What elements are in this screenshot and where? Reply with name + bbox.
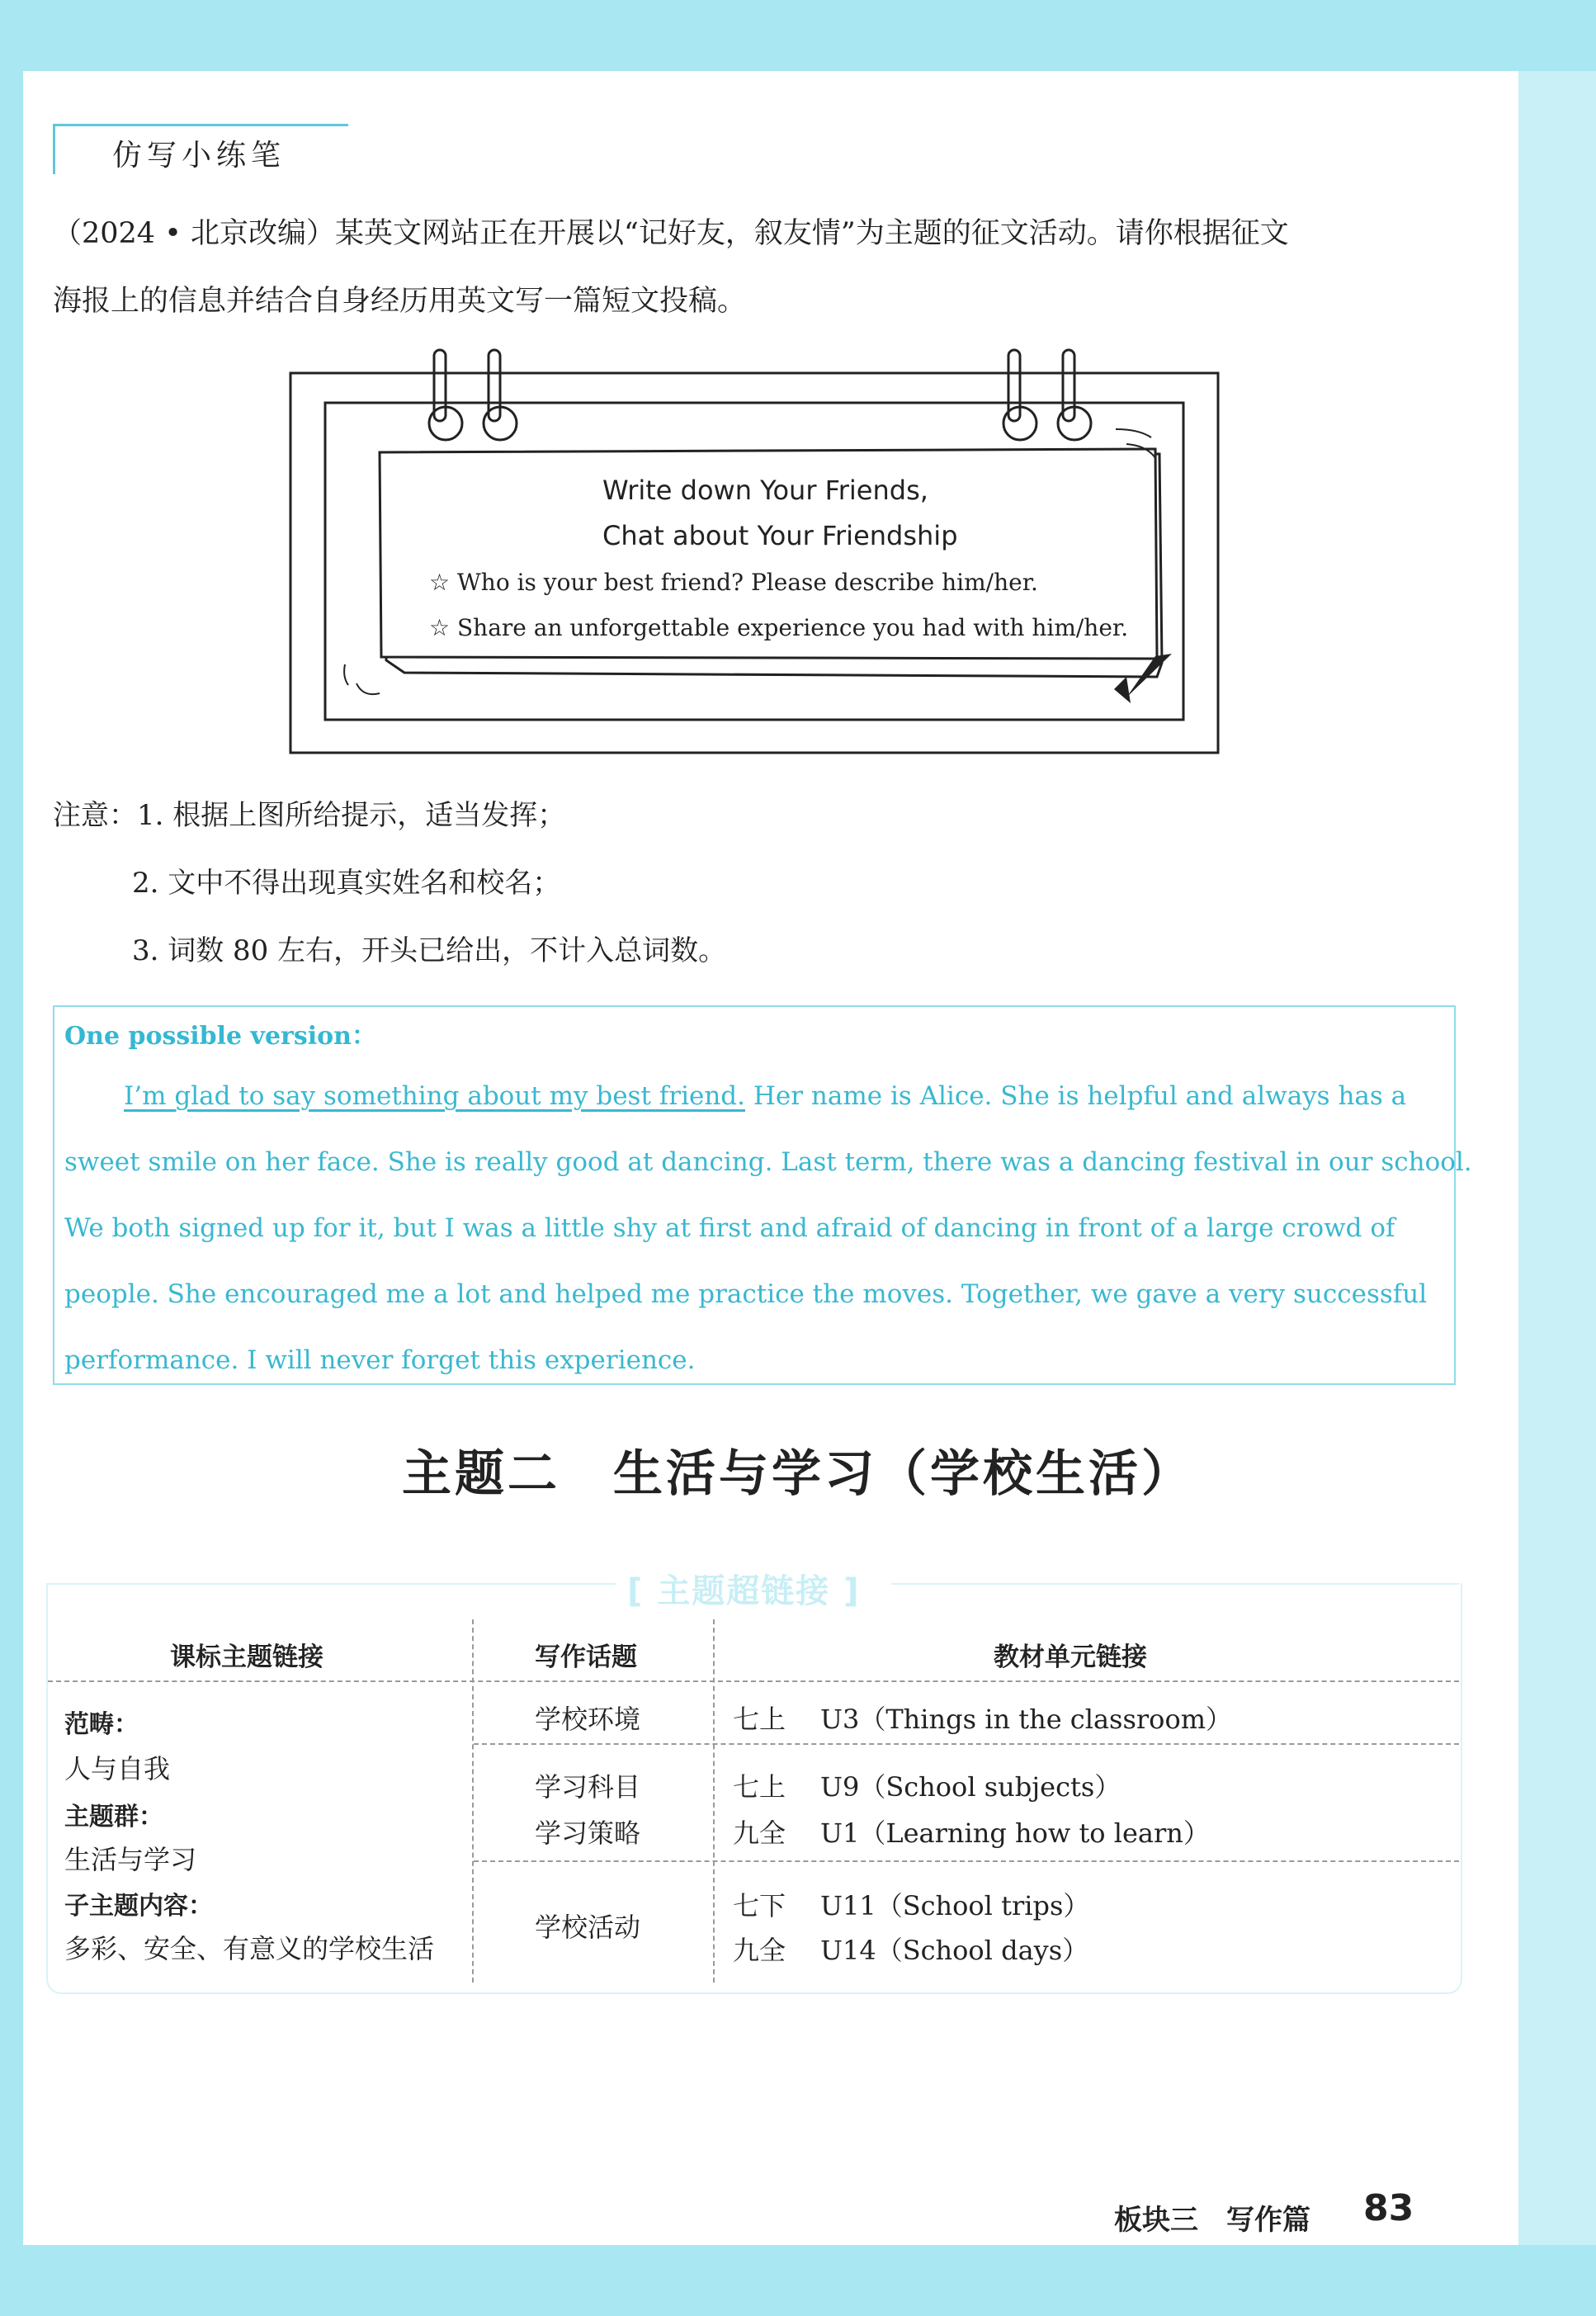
unit-grade: 九全 [733,1817,786,1849]
unit-title: U14（School days） [820,1935,1089,1966]
section-title-box [53,124,350,172]
prompt-line-2: 海报上的信息并结合自身经历用英文写一篇短文投稿。 [53,285,747,318]
poster-bullet-1: ☆ Who is your best friend? Please describe him/her. [429,569,1038,596]
section-bracket [53,124,62,174]
topic-school-activities: 学校活动 [535,1912,641,1943]
note-2: 2. 文中不得出现真实姓名和校名； [132,867,561,900]
header-curriculum: 课标主题链接 [170,1642,323,1672]
row-divider-1 [474,1743,1459,1745]
page-number: 83 [1363,2187,1414,2229]
topic-subjects: 学习科目 [535,1771,641,1803]
left-border [0,0,23,2316]
answer-line-1 [124,1081,1444,1111]
note-3: 3. 词数 80 左右，开头已给出，不计入总词数。 [132,934,727,967]
answer-label: One possible version： [64,1022,376,1051]
poster [289,347,1221,759]
answer-line-4: people. She encouraged me a lot and helped me practice the moves. Together, we gave a very successful [64,1279,1428,1309]
poster-bullet-2: ☆ Share an unforgettable experience you had with him/her. [429,614,1129,641]
theme-group-label: 主题群： [64,1803,163,1832]
unit-title: U1（Learning how to learn） [820,1817,1210,1849]
unit-title: U3（Things in the classroom） [820,1704,1233,1735]
subtheme-value: 多彩、安全、有意义的学校生活 [64,1933,435,1964]
unit-grade: 七上 [733,1704,786,1735]
unit-title: U9（School subjects） [820,1771,1121,1803]
answer-opening: I’m glad to say something about my best friend. [124,1081,745,1111]
answer-line-5: performance. I will never forget this experience. [64,1345,696,1375]
note-1: 注意：1. 根据上图所给提示，适当发挥； [53,799,566,832]
bottom-border [0,2245,1596,2316]
col-divider-1 [472,1619,474,1983]
unit-title: U11（School trips） [820,1890,1090,1921]
topic-school-environment: 学校环境 [535,1704,641,1735]
theme-group-value: 生活与学习 [64,1844,197,1875]
answer-line-1-rest: Her name is Alice. She is helpful and always has a [745,1081,1407,1111]
unit-grade: 七上 [733,1771,786,1803]
unit-grade: 九全 [733,1935,786,1966]
link-box-title: [ 主题超链接 ] [627,1572,861,1610]
footer-section-label: 板块三 写作篇 [1114,2204,1310,2237]
section-title: 仿写小练笔 [112,139,286,173]
answer-line-3: We both signed up for it, but I was a little shy at first and afraid of dancing in front of a large crowd of [64,1213,1395,1243]
poster-title-line-1: Write down Your Friends, [602,475,928,506]
row-divider-2 [474,1860,1459,1862]
answer-line-2: sweet smile on her face. She is really good at dancing. Last term, there was a dancing festival in our school. [64,1147,1472,1177]
right-border [1518,71,1596,2245]
poster-title-line-2: Chat about Your Friendship [602,520,958,551]
category-value: 人与自我 [64,1753,171,1784]
topic-strategies: 学习策略 [535,1817,641,1849]
sample-answer-box [53,1005,1472,1385]
unit-grade: 七下 [733,1890,786,1921]
theme-heading: 主题二 生活与学习（学校生活） [402,1445,1194,1503]
header-topic: 写作话题 [535,1642,637,1672]
header-divider [48,1680,1459,1682]
col-divider-2 [713,1619,715,1983]
prompt-line-1: （2024 • 北京改编）某英文网站正在开展以“记好友，叙友情”为主题的征文活动。请你根据征文 [53,217,1289,250]
header-units: 教材单元链接 [994,1642,1147,1672]
binder-rings [429,350,1091,440]
poster-paper [344,429,1172,703]
section-rule [59,124,348,126]
top-border [0,0,1596,71]
subtheme-label: 子主题内容： [64,1892,213,1921]
category-label: 范畴： [64,1710,139,1739]
